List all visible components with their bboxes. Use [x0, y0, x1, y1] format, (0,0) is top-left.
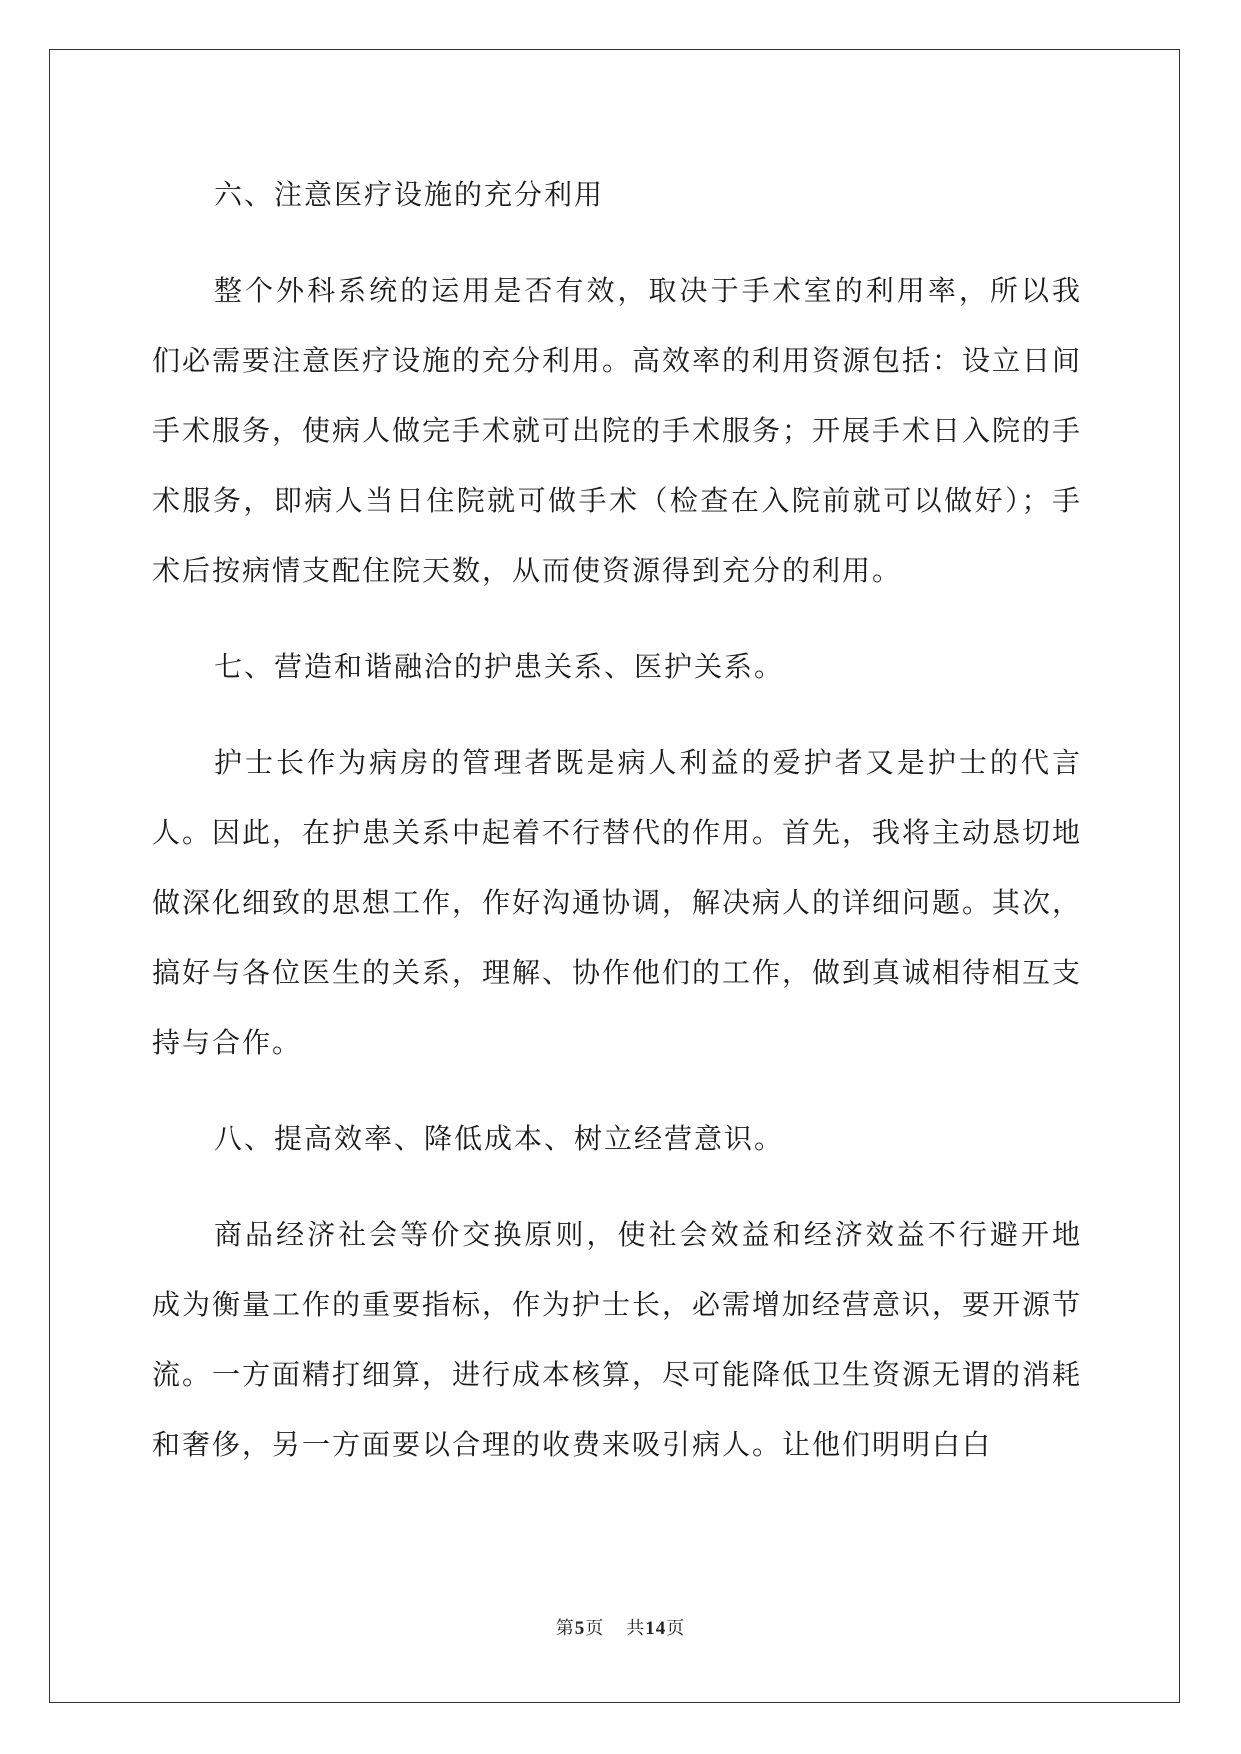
footer-total-prefix: 共: [626, 1618, 646, 1639]
paragraph-facility-utilization: 整个外科系统的运用是否有效，取决于手术室的利用率，所以我们必需要注意医疗设施的充分利用。高效率的利用资源包括：设立日间手术服务，使病人做完手术就可出院的手术服务；开展手术日入院的手术服务，即病人当日住院就可做手术（检查在入院前就可以做好）；手术后按病情支配住院天数，从而使资源得到充分的利用。: [152, 274, 1083, 587]
total-page-count: 14: [645, 1618, 667, 1639]
document-body: [152, 160, 1082, 1506]
current-page-number: 5: [574, 1618, 586, 1639]
footer-prefix: 第: [555, 1618, 575, 1639]
section-heading-6: 六、注意医疗设施的充分利用: [214, 178, 605, 211]
page-footer: [0, 1614, 1241, 1640]
footer-total-suffix: 页: [666, 1618, 686, 1639]
section-heading-8: 八、提高效率、降低成本、树立经营意识。: [214, 1122, 785, 1155]
section-heading-7: 七、营造和谐融洽的护患关系、医护关系。: [214, 650, 785, 683]
footer-page-suffix: 页: [585, 1618, 605, 1639]
paragraph-efficiency-cost: 商品经济社会等价交换原则，使社会效益和经济效益不行避开地成为衡量工作的重要指标，作为护士长，必需增加经营意识，要开源节流。一方面精打细算，进行成本核算，尽可能降低卫生资源无谓的消耗和奢侈，另一方面要以合理的收费来吸引病人。让他们明明白白: [152, 1218, 1083, 1461]
paragraph-nurse-patient-relations: 护士长作为病房的管理者既是病人利益的爱护者又是护士的代言人。因此，在护患关系中起着不行替代的作用。首先，我将主动恳切地做深化细致的思想工作，作好沟通协调，解决病人的详细问题。其次，搞好与各位医生的关系，理解、协作他们的工作，做到真诚相待相互支持与合作。: [152, 746, 1083, 1059]
